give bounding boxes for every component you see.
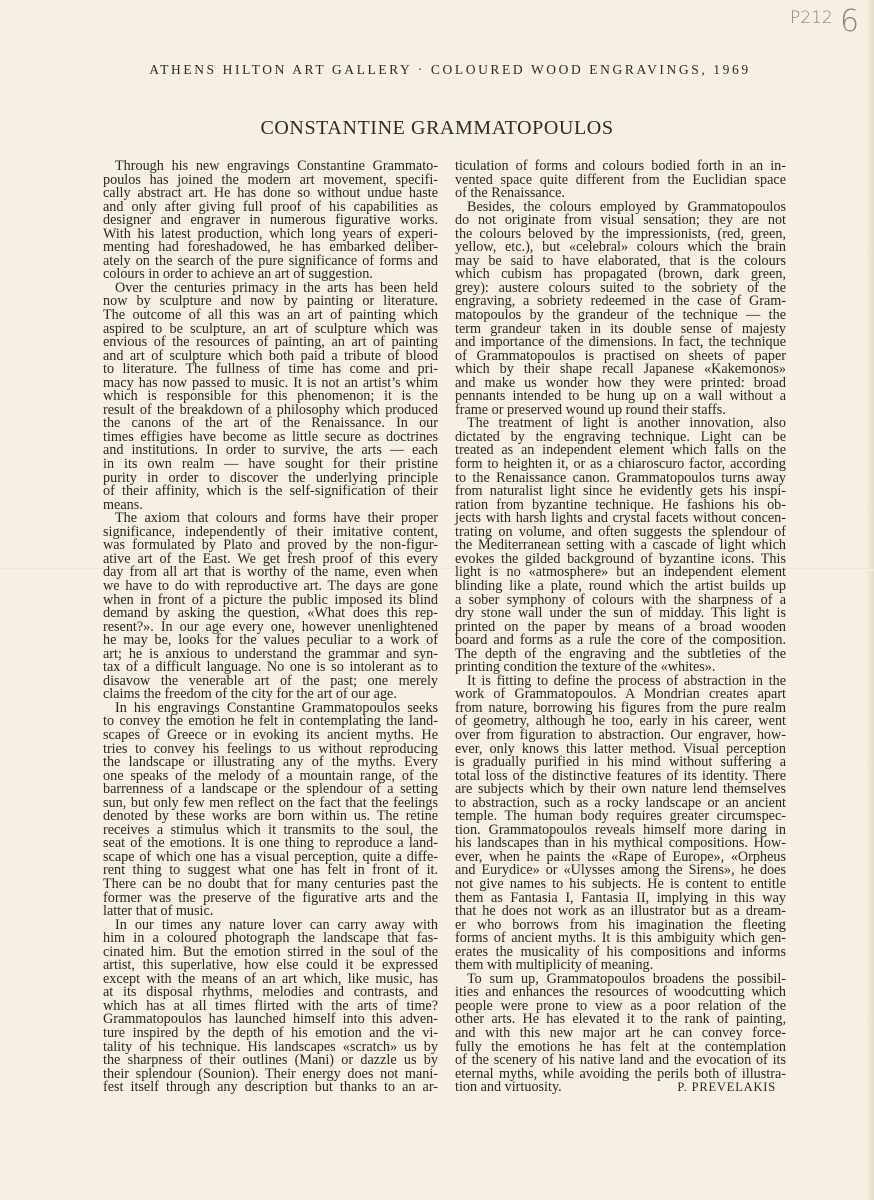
paragraph — [455, 198, 786, 418]
text-line: printing condition the texture of the «whites». — [455, 659, 716, 676]
paragraph — [455, 672, 786, 974]
text-line: resent?». In our age every one, however unenlightened — [103, 618, 438, 635]
text-line: the colours beloved by the impressionists, (red, green, — [455, 225, 786, 242]
text-line: cally abstract art. He has done so without undue haste — [103, 185, 438, 202]
text-line: denoted by these works are born within us. The retine — [103, 808, 438, 825]
text-line: may be said to have elaborated, that is the colours — [455, 252, 786, 269]
running-header: ATHENS HILTON ART GALLERY · COLOURED WOOD ENGRAVINGS, 1969 — [149, 62, 751, 77]
text-line: vented space quite different from the Euclidian space — [455, 171, 786, 188]
paper-edge — [866, 0, 874, 1200]
text-line: except with the means of an art which, like music, has — [103, 970, 438, 987]
text-line: grey): austere colours suited to the sobriety of the — [455, 279, 786, 296]
text-line: matopoulos by the grandeur of the technique — the — [455, 307, 786, 324]
text-line: we have to do with reproductive art. The days are gone — [103, 577, 438, 594]
text-line: rent thing to suggest what one has felt in front of it. — [103, 862, 438, 879]
text-line: are subjects which by their own nature lend themselves — [455, 781, 786, 798]
text-line: and importance of the dimensions. In fact, the technique — [455, 334, 786, 351]
text-line: scape of which one has a visual perception, quite a diffe- — [103, 848, 438, 865]
text-line: temple. The human body requires greater circumspec- — [455, 808, 786, 825]
text-line: other arts. He has elevated it to the rank of painting, — [455, 1011, 786, 1028]
text-line: latter that of music. — [103, 903, 214, 920]
text-line: scapes of Greece or in evoking its ancient myths. He — [103, 726, 438, 743]
text-line: colours in order to achieve an art of suggestion. — [103, 266, 373, 283]
text-line: he may be, looks for the values peculiar to a work of — [103, 632, 438, 649]
paragraph — [103, 279, 438, 513]
text-line: total loss of the distinctive features of its identity. There — [455, 767, 786, 784]
text-line: ative art of the East. We get fresh proof of this every — [103, 550, 438, 567]
text-line: In his engravings Constantine Grammatopoulos seeks — [115, 699, 438, 716]
text-line: treated as an independent element which falls on the — [455, 442, 786, 459]
text-line: over from figuration to abstraction. Our engraver, how- — [455, 726, 786, 743]
text-line: light is no «atmosphere» but an independent element — [455, 564, 786, 581]
text-line: significance, independently of their imitative content, — [103, 523, 438, 540]
text-line: to literature. The fullness of time has come and pri- — [103, 361, 438, 378]
author-signature: P. PREVELAKIS — [677, 1080, 776, 1095]
text-line: to abstraction, such as a rocky landscape or an ancient — [455, 794, 786, 811]
text-line: the sharpness of their outlines (Mani) or dazzle us by — [103, 1052, 438, 1069]
text-line: Besides, the colours employed by Grammatopoulos — [467, 198, 786, 215]
text-line: trating on volume, and often suggests the splendour of — [455, 523, 786, 540]
text-line: them with multiplicity of meaning. — [455, 957, 654, 974]
text-line: means. — [103, 496, 143, 513]
text-line: poulos has joined the modern art movement, specifi- — [103, 171, 438, 188]
text-line: tality of his technique. His landscapes «scratch» us by — [103, 1038, 438, 1055]
text-line: not give names to his subjects. He is content to entitle — [455, 875, 786, 892]
text-line: which cubism has propagated (brown, dark green, — [455, 266, 786, 283]
text-line: from naturalist light since he evidently gets his inspi- — [455, 483, 786, 500]
text-line: erates the musicality of his compositions and informs — [455, 943, 786, 960]
paragraph — [103, 160, 438, 282]
text-line: them as Fantasia I, Fantasia II, implying in this way — [455, 889, 786, 906]
text-line: To sum up, Grammatopoulos broadens the possibil- — [467, 970, 786, 987]
text-line: claims the freedom of the city for the art of our age. — [103, 686, 397, 703]
text-line: receives a stimulus which it transmits to the soul, the — [103, 821, 438, 838]
text-line: their splendour (Sounion). Their energy does not mani- — [103, 1065, 438, 1082]
text-line: was formulated by Plato and proved by the non-figur- — [103, 537, 438, 554]
text-line: of geometry, although he too, early in his career, went — [455, 713, 786, 730]
text-line: people were prone to view as a poor relation of the — [455, 997, 786, 1014]
text-line: ately on the search of the pure significance of forms and — [103, 252, 438, 269]
paragraph — [455, 417, 786, 674]
text-line: from nature, borrowing his figures from the pure realm — [455, 699, 786, 716]
text-line: purity in order to discover the underlying principle — [103, 469, 438, 486]
text-line: which is responsible for this phenomenon; it is the — [103, 388, 438, 405]
text-line: In our times any nature lover can carry away with — [115, 916, 438, 933]
text-line: of their affinity, which is the self-signification of their — [103, 483, 438, 500]
text-line: day from all art that is worthy of the name, even when — [103, 564, 438, 581]
text-line: in its own realm — have sought for their pristine — [103, 456, 438, 473]
text-line: The axiom that colours and forms have their proper — [115, 510, 438, 527]
text-line: and institutions. In order to survive, the arts — each — [103, 442, 438, 459]
text-line: jects with harsh lights and crystal facets without concen- — [455, 510, 786, 527]
text-line: and with this new major art he can convey force- — [455, 1025, 786, 1041]
text-line: tion. Grammatopoulos reveals himself more daring in — [455, 821, 786, 838]
text-line: times effigies have become as little secure as doctrines — [103, 428, 438, 445]
text-line: dry stone wall under the sun of midday. This light is — [455, 605, 786, 622]
handwritten-page-number: 6 — [840, 4, 860, 39]
text-line: of Grammatopoulos is practised on sheets of paper — [455, 347, 786, 364]
text-line: barrenness of a landscape or the splendour of a setting — [103, 781, 438, 798]
text-line: er who borrows from his imagination the fleeting — [455, 916, 786, 933]
text-line: It is fitting to define the process of abstraction in the — [467, 672, 786, 689]
text-line: term grandeur taken in its double sense of majesty — [455, 320, 786, 337]
text-line: sun, but only few men reflect on the fact that the feelings — [103, 794, 438, 811]
text-line: art; he is anxious to understand the grammar and syn- — [103, 645, 438, 662]
text-line: his landscapes than in his mythical compositions. How- — [455, 835, 786, 852]
text-line: menting had foreshadowed, he has embarked deliber- — [103, 239, 438, 256]
text-line-content: tion and virtuosity. — [455, 1079, 562, 1096]
text-line: ration from byzantine technique. He fashions his ob- — [455, 496, 786, 513]
text-line: work of Grammatopoulos. A Mondrian creates apart — [455, 686, 786, 703]
text-line: that he does not work as an illustrator but as a dream- — [455, 903, 786, 920]
text-line: Through his new engravings Constantine Grammato- — [115, 158, 438, 174]
text-line: tax of a difficult language. No one is so intolerant as to — [103, 659, 438, 676]
text-line: seat of the emotions. It is one thing to reproduce a land- — [103, 835, 438, 852]
text-line: cinated him. But the emotion stirred in the soul of the — [103, 943, 438, 960]
text-line: ever, when he paints the «Rape of Europe», «Orpheus — [455, 848, 786, 865]
text-line: one speaks of the melody of a mountain range, of the — [103, 767, 438, 784]
text-line: tries to convey his feelings to us without reproducing — [103, 740, 438, 757]
text-line: and only after giving full proof of his capabilities as — [103, 198, 438, 215]
text-line: now by sculpture and now by painting or literature. — [103, 293, 438, 310]
text-line: fully the emotions he has felt at the contemplation — [455, 1038, 786, 1055]
text-line: board and forms as a rule the core of the composition. — [455, 632, 786, 649]
paragraph — [103, 916, 438, 1096]
text-line: the landscape or illustrating any of the myths. Every — [103, 754, 438, 771]
text-line: to the Renaissance canon. Grammatopoulos turns away — [455, 469, 786, 486]
text-line: macy has now passed to music. It is not an artist’s whim — [103, 374, 438, 391]
text-line: and art of sculpture which both paid a tribute of blood — [103, 347, 438, 364]
right-column — [455, 160, 786, 1095]
text-line: The treatment of light is another innovation, also — [467, 415, 786, 432]
text-line: when in front of a picture the public imposed its blind — [103, 591, 438, 608]
paragraph — [103, 512, 438, 702]
text-line: dictated by the engraving technique. Light can be — [455, 428, 786, 445]
text-line: do not originate from visual sensation; they are not — [455, 212, 786, 229]
text-line: printed on the paper by means of a broad wooden — [455, 618, 786, 635]
text-line: ture inspired by the depth of his emotion and the vi- — [103, 1025, 438, 1041]
paragraph — [455, 160, 786, 201]
text-line: demand by asking the question, «What does this rep- — [103, 605, 438, 622]
text-line: envious of the resources of painting, an art of painting — [103, 334, 438, 351]
text-line: ities and enhances the resources of woodcutting which — [455, 984, 786, 1001]
text-line: and make us wonder how they were printed: broad — [455, 374, 786, 391]
text-line: Over the centuries primacy in the arts has been held — [115, 279, 438, 296]
text-line: former was the preserve of the figurative arts and the — [103, 889, 438, 906]
text-line: designer and engraver in numerous figurative works. — [103, 212, 438, 229]
text-line: of the Renaissance. — [455, 185, 565, 202]
text-line: ever, only knows this latter method. Visual perception — [455, 740, 786, 757]
text-line: result of the breakdown of a philosophy which produced — [103, 401, 438, 418]
handwritten-reference: P212 — [790, 8, 833, 28]
text-line: The outcome of all this was an art of painting which — [103, 307, 438, 324]
text-line: The depth of the engraving and the subtleties of the — [455, 645, 786, 662]
text-line: aspired to be sculpture, an art of sculpture which was — [103, 320, 438, 337]
text-line: pennants intended to be hung up on a wall without a — [455, 388, 786, 405]
text-line: him in a coloured photograph the landscape that fas- — [103, 930, 438, 947]
text-line: disavow the venerable art of the past; one merely — [103, 672, 438, 689]
text-line: There can be no doubt that for many centuries past the — [103, 875, 438, 892]
text-line: the Mediterranean setting with a cascade of light which — [455, 537, 786, 554]
text-line: artist, this superlative, how else could it be expressed — [103, 957, 438, 974]
left-column — [103, 160, 438, 1095]
text-line: a sober symphony of colours with the sharpness of a — [455, 591, 786, 608]
text-line: With his latest production, which long years of experi- — [103, 225, 438, 242]
text-line: which has at all times flirted with the arts of time? — [103, 997, 438, 1014]
text-line: blinding like a plate, round which the artist builds up — [455, 577, 786, 594]
text-line: is gradually purified in his mind without suffering a — [455, 754, 786, 771]
text-line: Grammatopoulos has launched himself into this adven- — [103, 1011, 438, 1028]
article-title: CONSTANTINE GRAMMATOPOULOS — [260, 117, 614, 139]
text-line — [455, 1081, 786, 1095]
text-line: which by their shape recall Japanese «Kakemonos» — [455, 361, 786, 378]
paragraph — [455, 970, 786, 1096]
text-line: yellow, etc.), but «celebral» colours which the brain — [455, 239, 786, 256]
text-line: form to heighten it, or as a chiaroscuro factor, according — [455, 456, 786, 473]
text-line: frame or preserved wound up round their staffs. — [455, 401, 726, 418]
text-line: of the scenery of his native land and the evocation of its — [455, 1052, 786, 1069]
text-line: forms of ancient myths. It is this ambiguity which gen- — [455, 930, 786, 947]
text-line: the canons of the art of the Renaissance. In our — [103, 415, 438, 432]
text-line: at its disposal rhythms, melodies and contrasts, and — [103, 984, 438, 1001]
text-line: fest itself through any description but thanks to an ar- — [103, 1079, 438, 1096]
text-line: engraving, a sobriety redeemed in the case of Gram- — [455, 293, 786, 310]
paragraph — [103, 699, 438, 920]
text-line: to convey the emotion he felt in contemplating the land- — [103, 713, 438, 730]
text-line: evokes the gilded background of byzantine icons. This — [455, 550, 786, 567]
text-line: eternal myths, while avoiding the perils both of illustra- — [455, 1065, 786, 1082]
text-line: and Eurydice» or «Ulysses among the Sirens», he does — [455, 862, 786, 879]
text-line: ticulation of forms and colours bodied forth in an in- — [455, 158, 786, 174]
